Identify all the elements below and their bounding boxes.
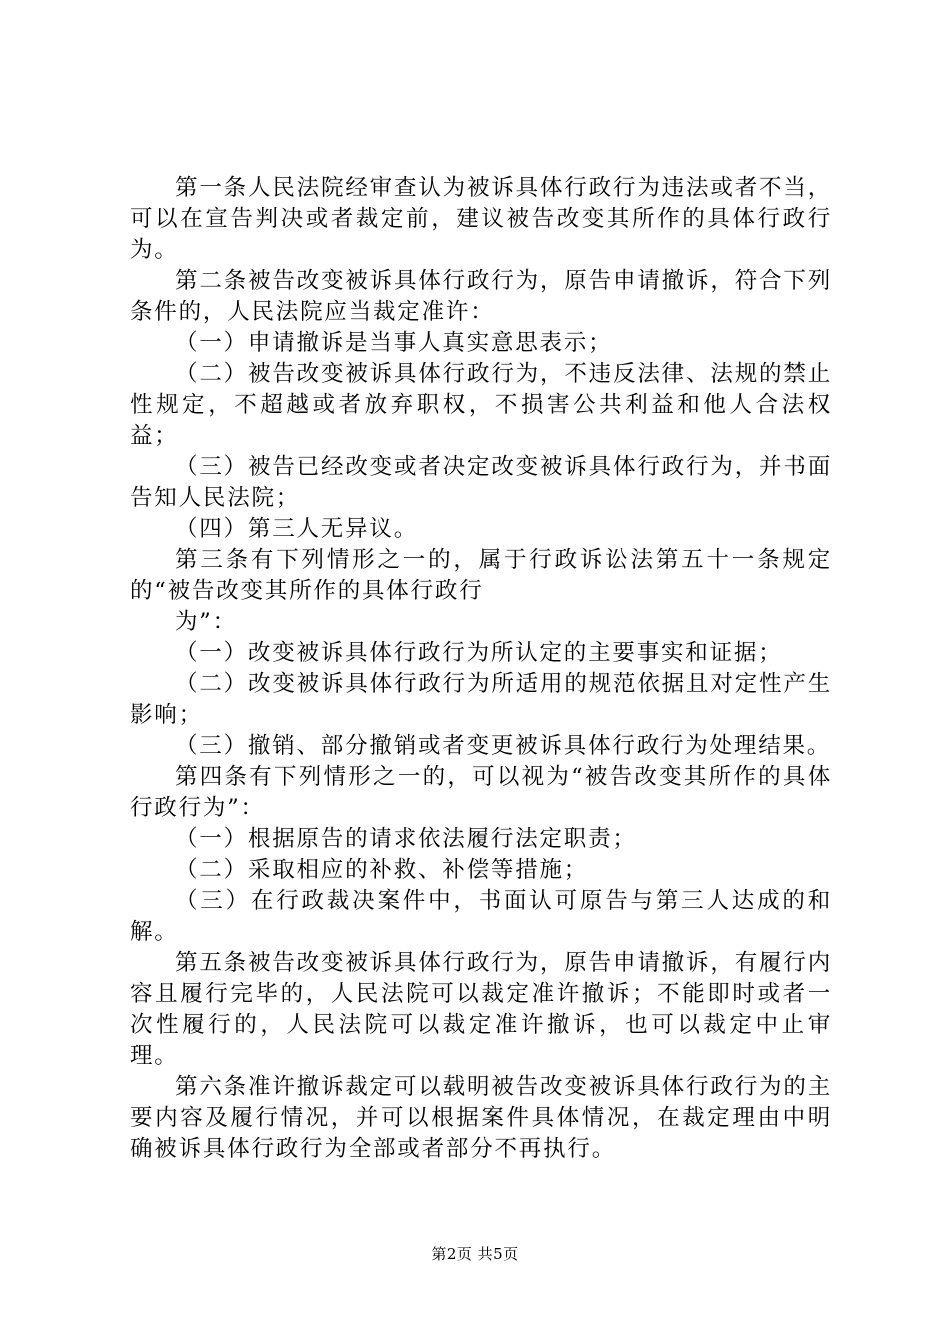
article-3-item-1: （一）改变被诉具体行政行为所认定的主要事实和证据； [175, 640, 783, 666]
article-3-item-2: （二）改变被诉具体行政行为所适用的规范依据且对定性产生影响； [130, 671, 832, 728]
document-body [130, 173, 832, 1165]
article-3-item-3: （三）撤销、部分撤销或者变更被诉具体行政行为处理结果。 [175, 733, 832, 759]
article-4-item-2: （二）采取相应的补救、补偿等措施； [175, 857, 589, 883]
article-2-item-1: （一）申请撤诉是当事人真实意思表示； [175, 330, 613, 356]
article-1: 第一条人民法院经审查认为被诉具体行政行为违法或者不当，可以在宣告判决或者裁定前，建议被告改变其所作的具体行政行为。 [130, 175, 832, 263]
article-2-item-4: （四）第三人无异议。 [175, 516, 419, 542]
article-2-item-3: （三）被告已经改变或者决定改变被诉具体行政行为，并书面告知人民法院； [130, 454, 832, 511]
page-number-footer: 第2页 共5页 [431, 1245, 519, 1263]
article-4-item-3: （三）在行政裁决案件中，书面认可原告与第三人达成的和解。 [130, 888, 832, 945]
article-6: 第六条准许撤诉裁定可以载明被告改变被诉具体行政行为的主要内容及履行情况，并可以根据案件具体情况，在裁定理由中明确被诉具体行政行为全部或者部分不再执行。 [130, 1074, 832, 1162]
article-5: 第五条被告改变被诉具体行政行为，原告申请撤诉，有履行内容且履行完毕的，人民法院可以裁定准许撤诉；不能即时或者一次性履行的，人民法院可以裁定准许撤诉，也可以裁定中止审理。 [130, 950, 832, 1069]
article-3-continuation: 为”： [175, 609, 237, 635]
article-4: 第四条有下列情形之一的，可以视为“被告改变其所作的具体行政行为”： [130, 764, 832, 821]
article-4-item-1: （一）根据原告的请求依法履行法定职责； [175, 826, 637, 852]
article-2: 第二条被告改变被诉具体行政行为，原告申请撤诉，符合下列条件的，人民法院应当裁定准许： [130, 268, 832, 325]
article-2-item-2: （二）被告改变被诉具体行政行为，不违反法律、法规的禁止性规定，不超越或者放弃职权，不损害公共利益和他人合法权益； [130, 361, 832, 449]
article-3: 第三条有下列情形之一的，属于行政诉讼法第五十一条规定的“被告改变其所作的具体行政行 [130, 547, 832, 604]
